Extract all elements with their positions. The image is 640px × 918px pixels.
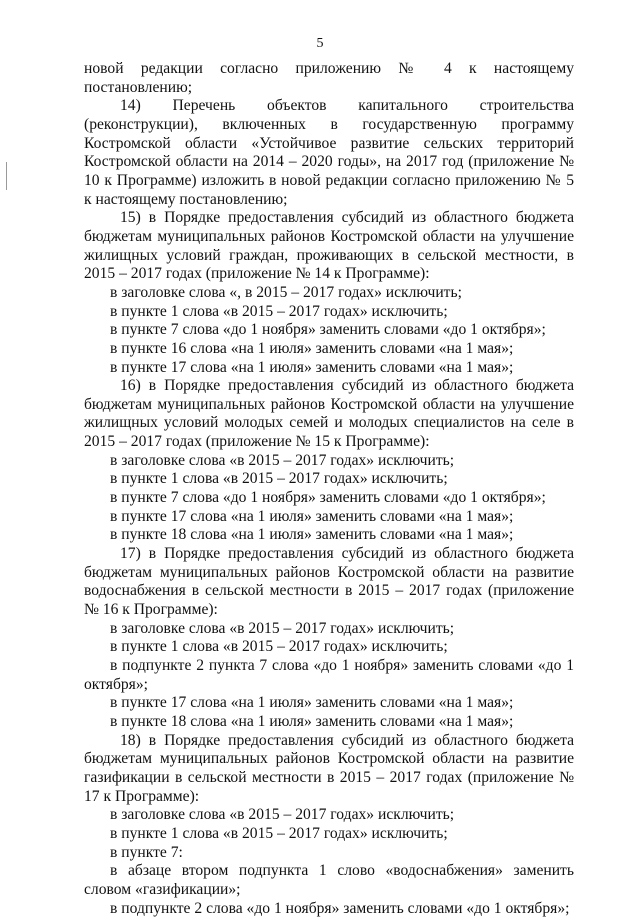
sub-item: в пункте 1 слова «в 2015 – 2017 годах» исключить; <box>110 824 448 842</box>
sub-item: в заголовке слова «в 2015 – 2017 годах» исключить; <box>110 806 455 824</box>
sub-item: в пункте 7 слова «до 1 ноября» заменить словами «до 1 октября»; <box>110 321 546 339</box>
sub-item: в пункте 16 слова «на 1 июля» заменить словами «на 1 мая»; <box>110 339 514 357</box>
sub-item: в пункте 17 слова «на 1 июля» заменить словами «на 1 мая»; <box>110 358 514 376</box>
scan-edge-mark <box>6 162 7 190</box>
sub-item: в абзаце втором подпункта 1 слово «водоснабжения» заменить словом «газификации»; <box>84 862 574 898</box>
sub-item: в пункте 1 слова «в 2015 – 2017 годах» исключить; <box>110 302 448 320</box>
paragraph-item-18: 18) в Порядке предоставления субсидий из областного бюджета бюджетам муниципальных районов Костромской области на развитие газификации в сельской местности в 2015 – 2017 годах (приложение № 17 к Программе): <box>84 731 574 805</box>
sub-item: в заголовке слова «, в 2015 – 2017 годах» исключить; <box>110 283 462 301</box>
document-body <box>84 60 574 918</box>
paragraph-item-17: 17) в Порядке предоставления субсидий из областного бюджета бюджетам муниципальных районов Костромской области на развитие водоснабжения в сельской местности в 2015 – 2017 годах (приложение № 16 к Программе): <box>84 545 574 619</box>
sub-item: в пункте 7 слова «до 1 ноября» заменить словами «до 1 октября»; <box>110 489 546 507</box>
sub-item: в заголовке слова «в 2015 – 2017 годах» исключить; <box>110 619 455 637</box>
paragraph-item-16: 16) в Порядке предоставления субсидий из областного бюджета бюджетам муниципальных районов Костромской области на улучшение жилищных условий молодых семей и молодых специалистов на селе в 2015 – 2017 годах (приложение № 15 к Программе): <box>84 377 574 451</box>
page-number: 5 <box>316 36 324 51</box>
paragraph-item-15: 15) в Порядке предоставления субсидий из областного бюджета бюджетам муниципальных районов Костромской области на улучшение жилищных условий граждан, проживающих в сельской местности, в 2015 – 2017 годах (приложение № 14 к Программе): <box>84 209 574 283</box>
sub-item: в заголовке слова «в 2015 – 2017 годах» исключить; <box>110 451 455 469</box>
sub-item: в подпункте 2 пункта 7 слова «до 1 ноября» заменить словами «до 1 октября»; <box>84 657 574 693</box>
sub-item: в пункте 18 слова «на 1 июля» заменить словами «на 1 мая»; <box>110 526 514 544</box>
paragraph-item-14: 14) Перечень объектов капитального строительства (реконструкции), включенных в государственную программу Костромской области «Устойчивое развитие сельских территорий Костромской области на 2014 – 2020 годы», на 2017 год (приложение № 10 к Программе) изложить в новой редакции согласно приложению № 5 к настоящему постановлению; <box>84 97 574 208</box>
sub-item: в пункте 1 слова «в 2015 – 2017 годах» исключить; <box>110 470 448 488</box>
sub-item: в пункте 7: <box>110 843 183 861</box>
sub-item: в пункте 17 слова «на 1 июля» заменить словами «на 1 мая»; <box>110 507 514 525</box>
sub-item: в пункте 17 слова «на 1 июля» заменить словами «на 1 мая»; <box>110 694 514 712</box>
paragraph-continuation: новой редакции согласно приложению № 4 к настоящему постановлению; <box>84 60 574 96</box>
sub-item: в пункте 18 слова «на 1 июля» заменить словами «на 1 мая»; <box>110 712 514 730</box>
sub-item: в подпункте 2 слова «до 1 ноября» заменить словами «до 1 октября»; <box>110 899 570 917</box>
sub-item: в пункте 1 слова «в 2015 – 2017 годах» исключить; <box>110 638 448 656</box>
